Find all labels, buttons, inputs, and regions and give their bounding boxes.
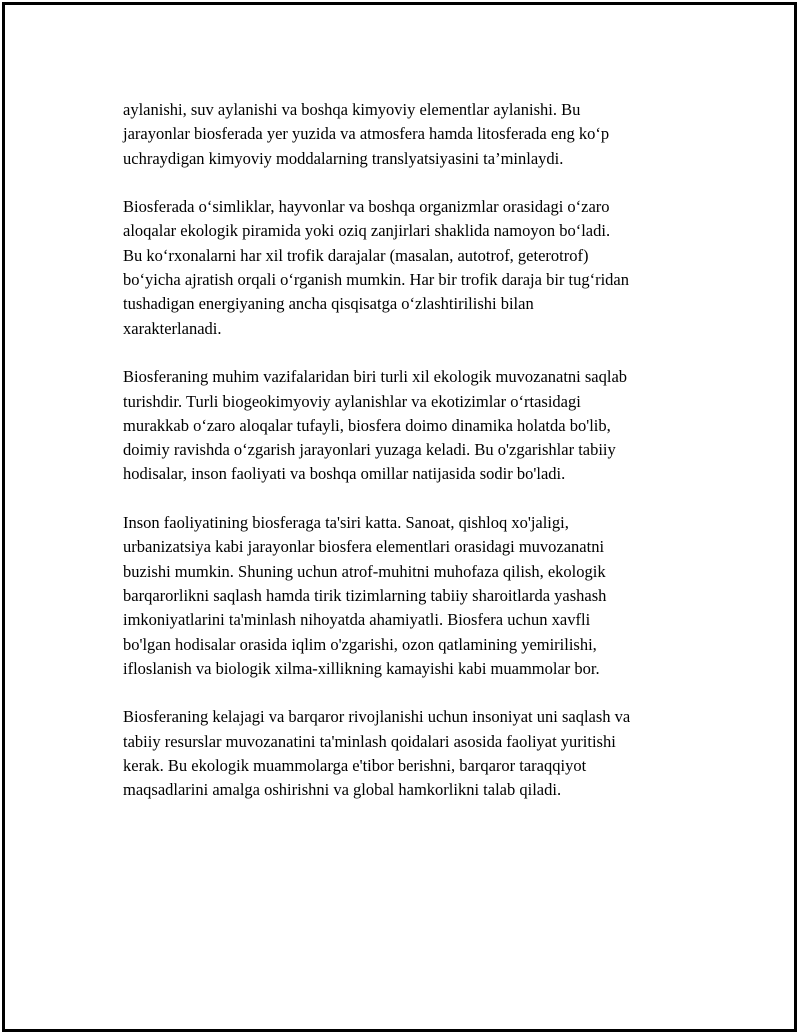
text-line: jarayonlar biosferada yer yuzida va atmosfera hamda litosferada eng ko‘p xyxy=(123,124,610,144)
text-line: turishdir. Turli biogeokimyoviy aylanishlar va ekotizimlar o‘rtasidagi xyxy=(123,391,581,411)
text-line: hodisalar, inson faoliyati va boshqa omillar natijasida sodir bo'ladi. xyxy=(123,464,566,484)
text-line: doimiy ravishda o‘zgarish jarayonlari yuzaga keladi. Bu o'zgarishlar tabiiy xyxy=(123,440,616,460)
text-line: bo‘yicha ajratish orqali o‘rganish mumkin. Har bir trofik daraja bir tug‘ridan xyxy=(123,270,630,290)
text-line: bo'lgan hodisalar orasida iqlim o'zgarishi, ozon qatlamining yemirilishi, xyxy=(123,634,597,654)
text-line: ifloslanish va biologik xilma-xillikning kamayishi kabi muammolar bor. xyxy=(123,658,600,678)
text-line: Biosferaning kelajagi va barqaror rivojlanishi uchun insoniyat uni saqlash va xyxy=(123,707,631,727)
text-line: urbanizatsiya kabi jarayonlar biosfera elementlari orasidagi muvozanatni xyxy=(123,537,605,557)
text-line: uchraydigan kimyoviy moddalarning translyatsiyasini ta’minlaydi. xyxy=(123,148,564,168)
text-line: murakkab o‘zaro aloqalar tufayli, biosfera doimo dinamika holatda bo'lib, xyxy=(123,415,611,435)
text-line: Bu ko‘rxonalarni har xil trofik darajalar (masalan, autotrof, geterotrof) xyxy=(123,245,589,265)
document-body xyxy=(123,98,703,827)
text-line: barqarorlikni saqlash hamda tirik tizimlarning tabiiy sharoitlarda yashash xyxy=(123,585,607,605)
text-line: maqsadlarini amalga oshirishni va global hamkorlikni talab qiladi. xyxy=(123,780,562,800)
text-line: aylanishi, suv aylanishi va boshqa kimyoviy elementlar aylanishi. Bu xyxy=(123,100,581,119)
text-line: tabiiy resurslar muvozanatini ta'minlash qoidalari asosida faoliyat yuritishi xyxy=(123,731,616,751)
text-line: kerak. Bu ekologik muammolarga e'tibor berishni, barqaror taraqqiyot xyxy=(123,756,587,776)
text-line: Biosferaning muhim vazifalaridan biri turli xil ekologik muvozanatni saqlab xyxy=(123,367,628,387)
text-line: imkoniyatlarini ta'minlash nihoyatda ahamiyatli. Biosfera uchun xavfli xyxy=(123,610,591,630)
text-line: aloqalar ekologik piramida yoki oziq zanjirlari shaklida namoyon bo‘ladi. xyxy=(123,221,611,241)
paragraph-4 xyxy=(123,511,703,681)
text-line: Inson faoliyatining biosferaga ta'siri katta. Sanoat, qishloq xo'jaligi, xyxy=(123,513,569,533)
paragraph-2 xyxy=(123,195,703,341)
paragraph-5 xyxy=(123,705,703,802)
text-line: Biosferada o‘simliklar, hayvonlar va boshqa organizmlar orasidagi o‘zaro xyxy=(123,197,610,217)
paragraph-1 xyxy=(123,98,703,171)
page-border xyxy=(2,2,797,1032)
paragraph-3 xyxy=(123,365,703,486)
text-line: buzishi mumkin. Shuning uchun atrof-muhitni muhofaza qilish, ekologik xyxy=(123,561,606,581)
text-line: tushadigan energiyaning ancha qisqisatga o‘zlashtirilishi bilan xyxy=(123,294,534,314)
text-line: xarakterlanadi. xyxy=(123,318,222,338)
